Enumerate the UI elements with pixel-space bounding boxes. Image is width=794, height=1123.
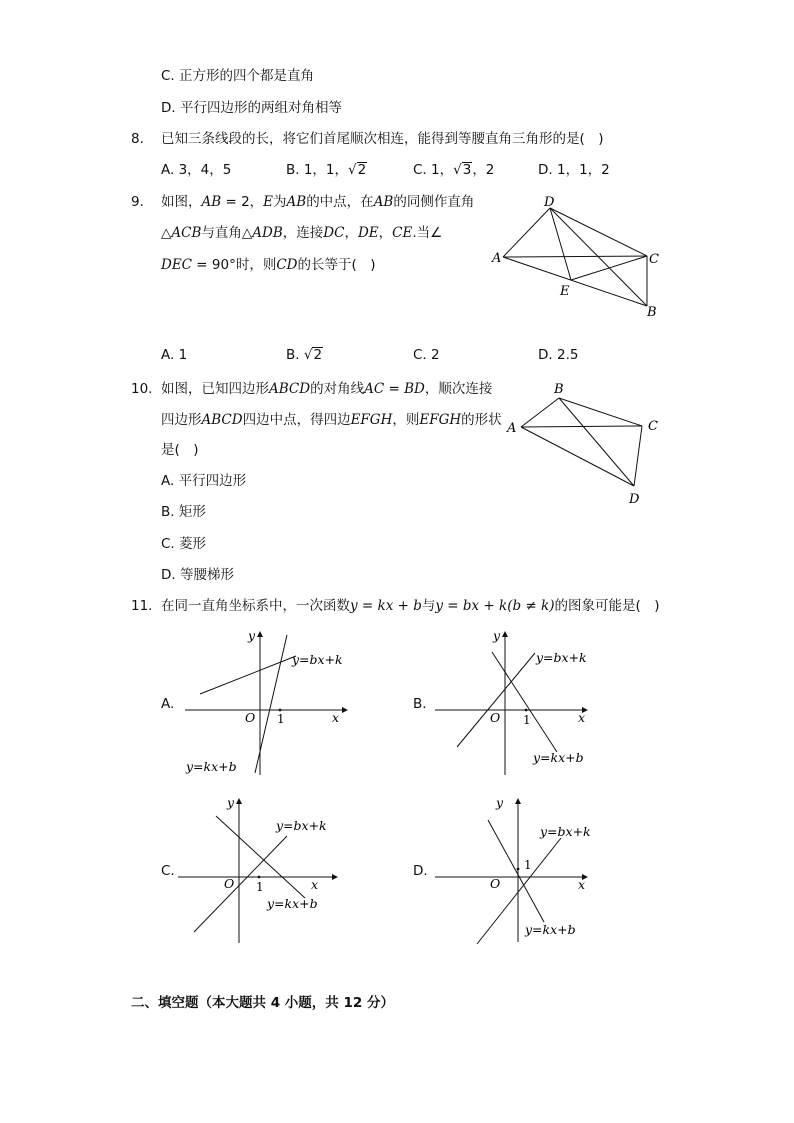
q10-math: ABCD: [201, 412, 243, 428]
q8-option-b-prefix: B. 1，1，: [286, 162, 349, 178]
q11-text: 的图象可能是( ): [554, 598, 660, 614]
q7-option-c: C. 正方形的四个都是直角: [161, 68, 315, 84]
line-label-bx-plus-k: y=bx+k: [536, 650, 587, 665]
origin-label: O: [245, 710, 256, 725]
q9-text: 的同侧作直角: [393, 194, 475, 210]
q9-text: ，连接: [282, 225, 324, 241]
line-label-kx-plus-b: y=kx+b: [267, 896, 318, 911]
q11-text: 与: [421, 598, 436, 614]
q9-text: 如图，: [161, 194, 202, 210]
line-kx-plus-b: [488, 820, 544, 922]
q8-option-c-radicand: 3: [462, 162, 472, 178]
line-label-bx-plus-k: y=bx+k: [276, 818, 327, 833]
q9-stem-line1: [161, 193, 474, 211]
q10-number: 10.: [131, 381, 153, 397]
tick-one-dot: [517, 868, 520, 871]
q9-math: AB: [286, 194, 307, 210]
line-bx-plus-k: [194, 836, 287, 932]
origin-label: O: [490, 876, 501, 891]
tick-one-label: 1: [277, 712, 285, 726]
q8-option-c: [413, 161, 494, 179]
segment-ac: [503, 256, 647, 257]
q9-math: E: [263, 194, 274, 210]
q11-number: 11.: [131, 598, 153, 614]
graph-c-letter: C.: [161, 863, 175, 879]
sqrt-sign-icon: √: [303, 347, 313, 363]
q9-text: = 2，: [221, 194, 264, 210]
x-axis-arrow-icon: [332, 874, 338, 880]
graph-b-letter: B.: [413, 696, 427, 712]
q9-math: DEC: [161, 257, 193, 273]
line-label-bx-plus-k: y=bx+k: [292, 652, 343, 667]
q7-option-d: D. 平行四边形的两组对角相等: [161, 100, 342, 116]
point-label-b: B: [647, 305, 657, 320]
q11-math: y = bx + k(b ≠ k): [435, 598, 555, 614]
graph-b: [430, 625, 610, 780]
q9-number: 9.: [131, 194, 144, 210]
point-label-c: C: [648, 419, 658, 434]
q9-text: = 90°时，则: [192, 257, 277, 273]
q9-option-b: [286, 346, 323, 364]
y-axis-arrow-icon: [257, 631, 263, 637]
q11-math: y = kx + b: [350, 598, 422, 614]
q10-text: ，则: [392, 412, 420, 428]
q9-option-b-prefix: B.: [286, 347, 304, 363]
q10-option-a: A. 平行四边形: [161, 473, 247, 489]
q9-option-b-radicand: 2: [313, 347, 323, 363]
q9-math: CE: [392, 225, 413, 241]
graph-c: [180, 792, 350, 947]
q8-number: 8.: [131, 131, 144, 147]
tick-one-label: 1: [523, 713, 531, 727]
q9-stem-line2: [161, 224, 442, 242]
point-label-a: A: [507, 421, 517, 436]
q9-stem-line3: [161, 256, 376, 274]
y-axis-label: y: [248, 628, 256, 643]
q10-math: EFGH: [350, 412, 393, 428]
q10-math: EFGH: [419, 412, 462, 428]
graph-a-letter: A.: [161, 696, 175, 712]
q8-option-c-suffix: ，2: [472, 162, 495, 178]
q10-text: 四边中点，得四边: [242, 412, 351, 428]
segment-ad: [503, 208, 550, 257]
q9-math: CD: [276, 257, 298, 273]
x-axis-label: x: [332, 710, 340, 725]
segment-ab: [503, 257, 647, 306]
y-axis-label: y: [493, 628, 501, 643]
segment-ab: [521, 398, 559, 427]
y-axis-arrow-icon: [502, 631, 508, 637]
sqrt-sign-icon: √: [453, 162, 462, 178]
tick-one-label: 1: [524, 858, 532, 872]
segment-ec: [571, 256, 647, 280]
line-label-kx-plus-b: y=kx+b: [186, 759, 237, 774]
q9-option-d: D. 2.5: [538, 347, 579, 363]
q10-stem-line1: [161, 380, 492, 398]
q10-figure: [505, 380, 665, 510]
segment-cd: [634, 426, 642, 486]
point-label-c: C: [649, 252, 659, 267]
q9-text: ，: [378, 225, 393, 241]
q10-text: 如图，已知四边形: [161, 381, 269, 397]
q8-option-b: [286, 161, 367, 179]
graph-d-letter: D.: [413, 863, 428, 879]
point-label-b: B: [554, 382, 564, 397]
y-axis-arrow-icon: [515, 798, 521, 804]
q9-math: ACB: [171, 225, 202, 241]
point-label-e: E: [560, 284, 570, 299]
q9-text: ，: [344, 225, 358, 241]
q8-option-b-radicand: 2: [357, 162, 367, 178]
section-2-title: 二、填空题（本大题共 4 小题，共 12 分）: [131, 995, 394, 1011]
q9-math: DE: [357, 225, 379, 241]
x-axis-label: x: [578, 710, 586, 725]
q10-option-c: C. 菱形: [161, 536, 207, 552]
q9-text: 为: [273, 194, 287, 210]
q8-option-d: D. 1，1，2: [538, 162, 610, 178]
y-axis-arrow-icon: [236, 798, 242, 804]
sqrt-sign-icon: √: [348, 162, 357, 178]
q10-math: BD: [404, 381, 425, 397]
q10-text: 四边形: [161, 412, 202, 428]
q10-text: 的形状: [461, 412, 502, 428]
y-axis-label: y: [496, 795, 504, 810]
y-axis-label: y: [227, 795, 235, 810]
q9-math: DC: [323, 225, 345, 241]
q9-math: ADB: [252, 225, 283, 241]
x-axis-label: x: [578, 877, 586, 892]
q10-stem-line3: 是( ): [161, 442, 199, 458]
q10-text: 的对角线: [310, 381, 365, 397]
line-label-bx-plus-k: y=bx+k: [540, 824, 591, 839]
origin-label: O: [490, 710, 501, 725]
tick-one-dot: [258, 876, 261, 879]
q10-text: =: [384, 381, 405, 397]
tick-one-dot: [525, 709, 528, 712]
q9-figure: [490, 195, 660, 320]
graph-a: [180, 625, 360, 780]
segment-dc: [550, 208, 647, 256]
diagonal-ac: [521, 426, 642, 427]
tick-one-label: 1: [256, 880, 264, 894]
point-label-d: D: [544, 195, 555, 210]
point-label-a: A: [492, 251, 502, 266]
q9-text: 的中点，在: [306, 194, 374, 210]
q11-stem: [161, 597, 660, 615]
q10-text: ，顺次连接: [424, 381, 493, 397]
x-axis-arrow-icon: [342, 707, 348, 713]
segment-da: [521, 427, 634, 486]
point-label-d: D: [629, 492, 640, 507]
q8-option-c-prefix: C. 1，: [413, 162, 454, 178]
q11-text: 在同一直角坐标系中，一次函数: [161, 598, 350, 614]
diagonal-bd: [559, 398, 634, 486]
origin-label: O: [224, 876, 235, 891]
q10-stem-line2: [161, 411, 502, 429]
tick-one-dot: [279, 709, 282, 712]
q9-text: △: [161, 225, 172, 241]
q10-math: ABCD: [269, 381, 311, 397]
q9-text: 与直角△: [201, 225, 253, 241]
q10-option-d: D. 等腰梯形: [161, 567, 234, 583]
line-label-kx-plus-b: y=kx+b: [533, 750, 584, 765]
graph-d: [430, 792, 610, 947]
line-bx-plus-k: [200, 656, 296, 694]
line-kx-plus-b: [492, 652, 557, 752]
q9-math: AB: [201, 194, 222, 210]
q10-math: AC: [364, 381, 385, 397]
q8-stem: 已知三条线段的长，将它们首尾顺次相连，能得到等腰直角三角形的是( ): [161, 131, 604, 147]
x-axis-label: x: [311, 877, 319, 892]
q9-option-c: C. 2: [413, 347, 440, 363]
line-label-kx-plus-b: y=kx+b: [525, 922, 576, 937]
q9-text: 的长等于( ): [297, 257, 376, 273]
q10-option-b: B. 矩形: [161, 504, 206, 520]
q9-math: AB: [373, 194, 394, 210]
q9-option-a: A. 1: [161, 347, 188, 363]
q8-option-a: A. 3，4，5: [161, 162, 232, 178]
q9-text: .当∠: [412, 225, 443, 241]
